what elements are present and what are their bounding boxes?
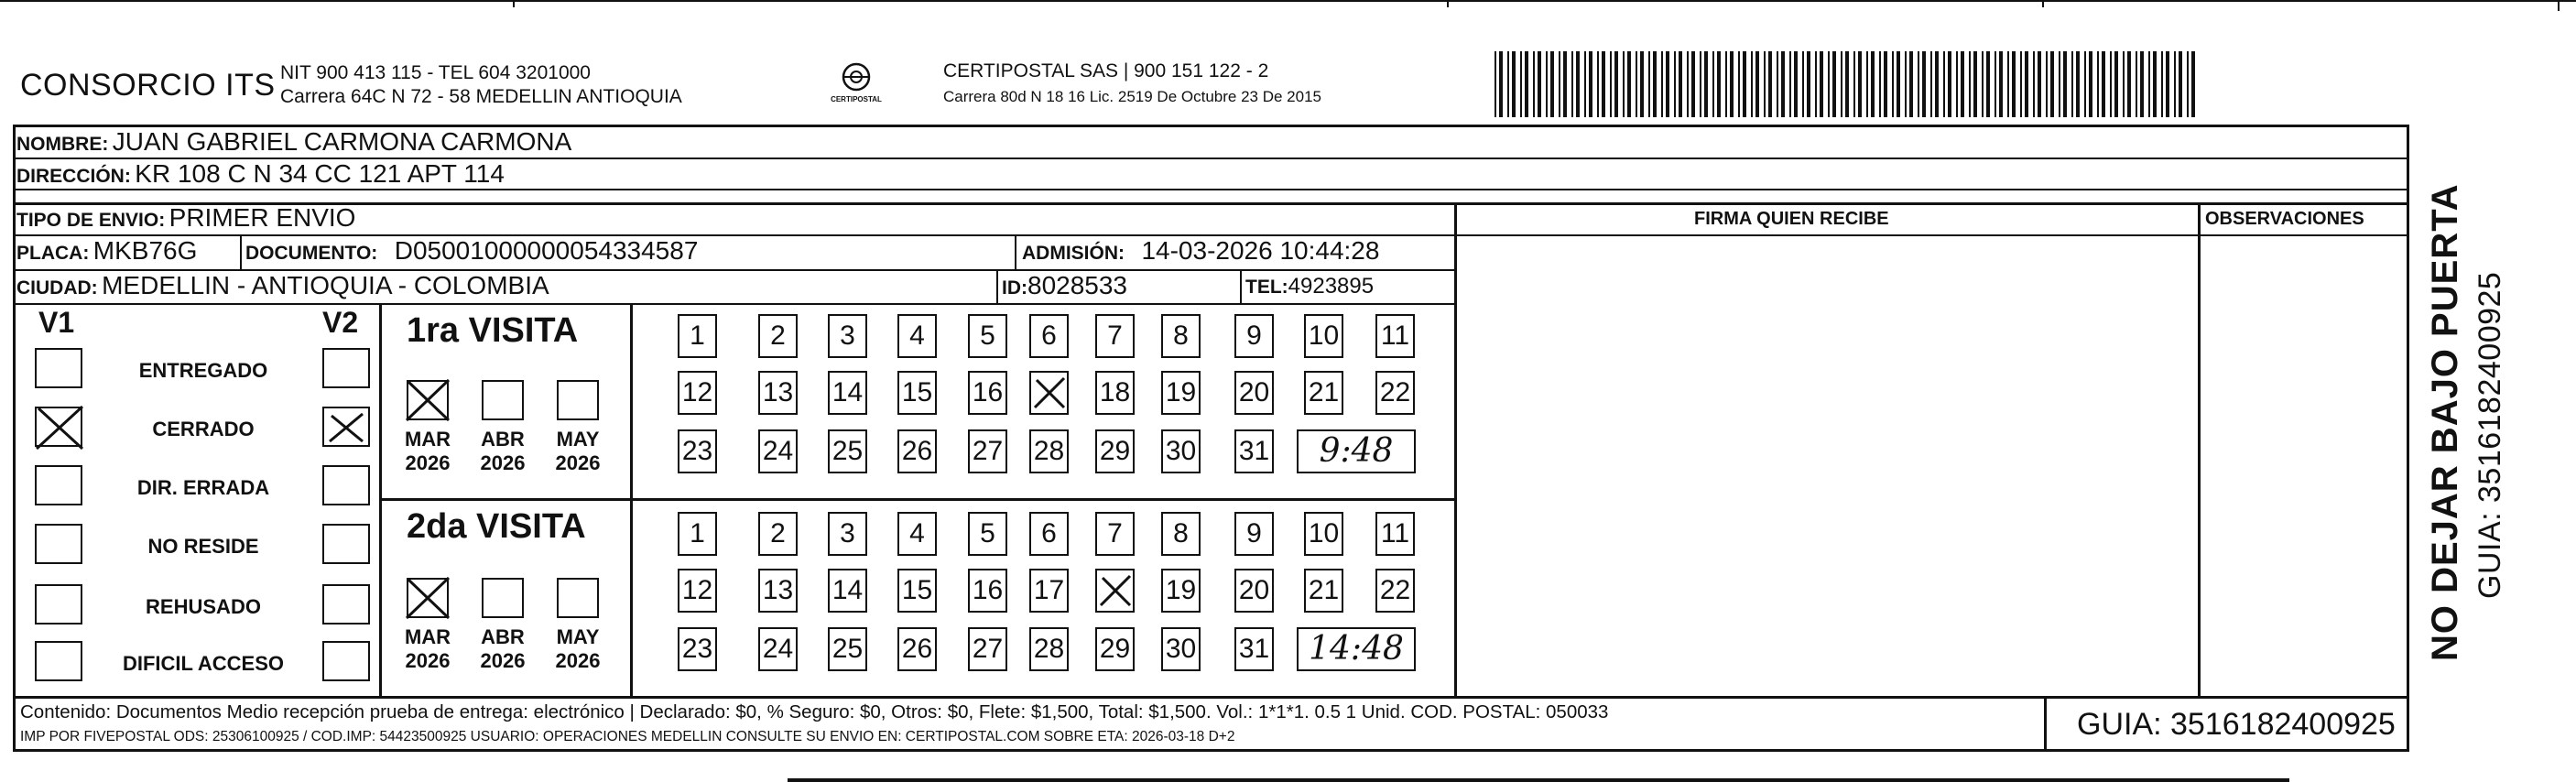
nombre-value: JUAN GABRIEL CARMONA CARMONA [112,127,572,156]
barcode-bar [2059,51,2060,117]
footer-divider [13,696,2409,699]
barcode-bar [1679,51,1682,117]
day-box[interactable]: 29 [1095,429,1135,473]
direccion-value: KR 108 C N 34 CC 121 APT 114 [135,159,505,188]
day-box[interactable]: 1 [678,512,717,556]
v1-checkbox[interactable] [35,524,82,564]
barcode-bar [1961,51,1964,117]
admision-row [1022,236,1379,266]
barcode-bar [2140,51,2144,117]
placa-row [16,236,197,266]
day-box[interactable]: 6 [1029,314,1069,358]
barcode-bar [2084,51,2086,117]
barcode-bar [1538,51,1541,117]
day-box[interactable]: 26 [897,429,937,473]
barcode-bar [2179,51,2182,117]
day-box[interactable]: 6 [1029,512,1069,556]
month-label: MAY [556,428,600,451]
top-tick [513,0,515,7]
direccion-label: DIRECCIÓN: [16,166,131,187]
barcode-bar [1866,51,1868,117]
day-box[interactable]: 20 [1234,569,1274,613]
barcode-bar [1897,51,1900,117]
observaciones-header: OBSERVACIONES [2205,209,2364,229]
barcode-bar [2127,51,2131,117]
barcode-bar [1969,51,1971,117]
day-box[interactable]: 18 [1095,371,1135,415]
day-box[interactable]: 27 [968,429,1007,473]
barcode-bar [1841,51,1842,117]
barcode-bar [1602,51,1605,117]
day-box[interactable]: 7 [1095,512,1135,556]
barcode-bar [1764,51,1766,117]
id-row [1002,271,1127,300]
cell-divider [996,269,998,303]
year-label: 2026 [555,649,601,672]
day-box[interactable]: 5 [968,512,1007,556]
day-box[interactable]: 24 [758,429,798,473]
day-box[interactable]: 25 [828,429,867,473]
year-label: 2026 [555,451,601,474]
day-box[interactable]: 30 [1161,429,1201,473]
day-box[interactable]: 26 [897,627,937,671]
day-box[interactable]: 25 [828,627,867,671]
barcode-bar [2161,51,2163,117]
barcode-bar [1512,51,1516,117]
day-box[interactable]: 8 [1161,314,1201,358]
barcode-bar [1828,51,1830,117]
day-box[interactable]: 8 [1161,512,1201,556]
day-box[interactable]: 14 [828,371,867,415]
barcode-bar [1700,51,1701,117]
barcode-bar [1730,51,1734,117]
ciudad-value: MEDELLIN - ANTIOQUIA - COLOMBIA [102,271,549,299]
day-box[interactable]: 13 [758,569,798,613]
barcode-bar [1918,51,1919,117]
day-box[interactable]: 14 [828,569,867,613]
logo-text: CERTIPOSTAL [831,95,882,103]
v2-check-mark [326,410,366,445]
v2-checkbox[interactable] [322,524,370,564]
barcode-bar [1499,51,1503,117]
barcode-bar [1627,51,1631,117]
barcode [1495,51,2200,117]
day-box[interactable]: 31 [1234,627,1274,671]
handwritten-time: 9:48 [1297,429,1416,473]
month-label: MAR [404,625,451,648]
barcode-bar [1661,51,1663,117]
barcode-bar [1986,51,1990,117]
footer-contenido: Contenido: Documentos Medio recepción prueba de entrega: electrónico | Declarado: $0, % Seguro: $0, Otros: $0, Flete: $1,500, Total: $1,500. Vol.: 1*1*1. 0.5 1 Unid. COD. POSTAL: 050033 [20,701,1609,722]
barcode-bar [1648,51,1650,117]
barcode-bar [1571,51,1573,117]
barcode-bar [1802,51,1804,117]
day-box[interactable]: 23 [678,627,717,671]
barcode-bar [2153,51,2157,117]
barcode-bar [2136,51,2137,117]
day-box[interactable]: 4 [897,512,937,556]
day-box[interactable]: 15 [897,569,937,613]
day-box[interactable]: 23 [678,429,717,473]
ciudad-row [16,271,549,300]
month-check-mark [403,376,452,424]
barcode-bar [1994,51,1996,117]
certipostal-logo [824,59,888,110]
barcode-bar [1666,51,1669,117]
barcode-bar [1623,51,1625,117]
day-box[interactable]: 10 [1304,314,1343,358]
barcode-bar [1794,51,1798,117]
month-checkbox[interactable] [482,578,524,618]
barcode-bar [1495,51,1496,117]
barcode-bar [1653,51,1657,117]
barcode-bar [1597,51,1599,117]
day-box[interactable]: 15 [897,371,937,415]
day-box[interactable]: 9 [1234,512,1274,556]
barcode-bar [2110,51,2112,117]
company-nit: NIT 900 413 115 - TEL 604 3201000 [280,62,591,83]
cell-divider [240,234,242,269]
month-label: MAR [404,428,451,451]
side-no-dejar: NO DEJAR BAJO PUERTA [2425,183,2465,661]
status-option-label: NO RESIDE [147,535,259,558]
barcode-bar [1956,51,1958,117]
day-box[interactable]: 28 [1029,627,1069,671]
barcode-bar [1982,51,1984,117]
barcode-bar [1922,51,1926,117]
day-box[interactable] [1029,371,1069,415]
barcode-bar [1533,51,1535,117]
barcode-bar [2007,51,2009,117]
day-box[interactable]: 7 [1095,314,1135,358]
barcode-bar [1687,51,1689,117]
barcode-bar [1610,51,1612,117]
barcode-bar [1636,51,1637,117]
day-box[interactable]: 10 [1304,512,1343,556]
barcode-bar [2050,51,2054,117]
day-box[interactable]: 3 [828,314,867,358]
day-box[interactable]: 13 [758,371,798,415]
row-divider [13,303,1454,305]
barcode-bar [2012,51,2016,117]
v2-checkbox[interactable] [322,641,370,681]
tipo-row [16,203,355,233]
day-box[interactable]: 11 [1375,314,1415,358]
tel-value: 4923895 [1288,274,1375,299]
barcode-bar [2114,51,2118,117]
visit-row-divider [379,498,1454,501]
tipo-label: TIPO DE ENVIO: [16,210,166,231]
bottom-edge-line [788,778,2289,782]
status-option-label: REHUSADO [146,595,261,618]
day-box[interactable]: 3 [828,512,867,556]
day-box[interactable]: 16 [968,569,1007,613]
day-box[interactable]: 9 [1234,314,1274,358]
barcode-bar [1853,51,1855,117]
barcode-bar [1845,51,1849,117]
day-box[interactable]: 21 [1304,569,1343,613]
barcode-bar [1879,51,1881,117]
barcode-bar [2089,51,2092,117]
side-guia: GUIA: 3516182400925 [2473,271,2507,599]
day-box[interactable] [1095,569,1135,613]
month-label: ABR [481,428,525,451]
month-checkbox[interactable] [482,380,524,420]
day-box[interactable]: 2 [758,512,798,556]
v1-checkbox[interactable] [35,584,82,625]
cell-divider [1240,269,1242,303]
barcode-bar [2191,51,2195,117]
documento-label: DOCUMENTO: [245,243,378,264]
v2-label: V2 [322,306,359,339]
day-box[interactable]: 19 [1161,569,1201,613]
v1-checkbox[interactable] [35,465,82,505]
barcode-bar [1999,51,2003,117]
barcode-bar [1576,51,1580,117]
barcode-bar [1738,51,1740,117]
day-box[interactable]: 22 [1375,371,1415,415]
v1-checkbox[interactable] [35,348,82,388]
barcode-bar [1935,51,1939,117]
barcode-bar [1712,51,1714,117]
day-box[interactable]: 28 [1029,429,1069,473]
barcode-bar [1892,51,1894,117]
barcode-bar [2033,51,2035,117]
day-box[interactable]: 11 [1375,512,1415,556]
barcode-bar [1973,51,1977,117]
day-box[interactable]: 22 [1375,569,1415,613]
day-box[interactable]: 16 [968,371,1007,415]
month-checkbox[interactable] [557,380,599,420]
barcode-bar [1559,51,1560,117]
day-box[interactable]: 12 [678,371,717,415]
tel-row [1245,274,1374,299]
barcode-bar [1751,51,1753,117]
day-box[interactable]: 24 [758,627,798,671]
footer-imp: IMP POR FIVEPOSTAL ODS: 25306100925 / COD.IMP: 54423500925 USUARIO: OPERACIONES MEDELLIN CONSULTE SU ENVIO EN: CERTIPOSTAL.COM SOBRE ETA: 2026-03-18 D+2 [20,729,1235,744]
direccion-row [16,159,505,189]
barcode-bar [1858,51,1862,117]
day-box[interactable]: 5 [968,314,1007,358]
documento-row [245,236,698,266]
top-tick [1447,0,1449,7]
barcode-bar [1815,51,1817,117]
barcode-bar [1584,51,1586,117]
day-box[interactable]: 17 [1029,569,1069,613]
barcode-bar [2046,51,2048,117]
year-label: 2026 [480,649,526,672]
documento-value: D05001000000054334587 [394,236,699,265]
carrier-name: CERTIPOSTAL SAS | 900 151 122 - 2 [943,60,1269,81]
col-header-divider [1454,234,2409,236]
barcode-bar [2123,51,2125,117]
barcode-bar [2097,51,2099,117]
barcode-bar [1743,51,1746,117]
year-label: 2026 [405,649,451,672]
row-divider [13,189,2409,190]
barcode-bar [2102,51,2105,117]
day-box[interactable]: 4 [897,314,937,358]
barcode-bar [2076,51,2080,117]
nombre-label: NOMBRE: [16,134,109,155]
barcode-bar [1507,51,1509,117]
placa-value: MKB76G [92,236,198,265]
top-tick [2042,0,2044,7]
barcode-bar [1789,51,1791,117]
barcode-bar [1777,51,1778,117]
barcode-bar [1550,51,1554,117]
visit2-title: 2da VISITA [407,507,586,546]
year-label: 2026 [405,451,451,474]
status-option-label: ENTREGADO [138,359,268,382]
barcode-bar [1781,51,1785,117]
day-box[interactable]: 31 [1234,429,1274,473]
footer-guia-divider [2044,696,2047,752]
barcode-bar [1807,51,1810,117]
month-label: MAY [556,625,600,648]
barcode-bar [1725,51,1727,117]
barcode-bar [1884,51,1887,117]
v1-label: V1 [38,306,75,339]
barcode-bar [1930,51,1932,117]
day-box[interactable]: 12 [678,569,717,613]
barcode-bar [1520,51,1522,117]
barcode-bar [1943,51,1945,117]
visit1-title: 1ra VISITA [407,311,579,350]
firma-header: FIRMA QUIEN RECIBE [1694,209,1889,229]
day-box[interactable]: 21 [1304,371,1343,415]
cell-divider [1015,234,1016,269]
barcode-bar [2166,51,2169,117]
barcode-bar [1691,51,1695,117]
barcode-bar [2174,51,2176,117]
day-box[interactable]: 1 [678,314,717,358]
barcode-bar [1546,51,1548,117]
barcode-bar [1948,51,1951,117]
barcode-bar [2025,51,2028,117]
barcode-bar [1614,51,1618,117]
month-check-mark [403,574,452,622]
v1-check-mark [33,403,86,452]
admision-value: 14-03-2026 10:44:28 [1141,236,1380,265]
col-divider [2198,202,2201,697]
barcode-bar [2071,51,2073,117]
barcode-bar [1704,51,1708,117]
barcode-bar [1909,51,1913,117]
barcode-bar [1768,51,1772,117]
tel-label: TEL: [1245,277,1288,298]
company-name: CONSORCIO ITS [20,68,276,103]
status-option-label: CERRADO [152,418,255,440]
v2-checkbox[interactable] [322,465,370,505]
status-option-label: DIR. ERRADA [136,476,270,499]
id-value: 8028533 [1027,271,1128,299]
top-tick [2558,0,2560,11]
v1-checkbox[interactable] [35,641,82,681]
v2-checkbox[interactable] [322,584,370,625]
ciudad-label: CIUDAD: [16,277,98,299]
day-box[interactable]: 19 [1161,371,1201,415]
form-frame [13,125,2409,752]
barcode-bar [2187,51,2189,117]
barcode-bar [1640,51,1644,117]
top-edge-line [0,0,2576,2]
handwritten-time: 14:48 [1297,627,1416,671]
month-checkbox[interactable] [557,578,599,618]
barcode-bar [2038,51,2041,117]
day-box[interactable]: 30 [1161,627,1201,671]
year-label: 2026 [480,451,526,474]
footer-guia: GUIA: 3516182400925 [2077,707,2396,742]
v2-checkbox[interactable] [322,348,370,388]
barcode-bar [1589,51,1592,117]
barcode-bar [1832,51,1836,117]
barcode-bar [2063,51,2067,117]
id-label: ID: [1002,277,1027,299]
day-box[interactable]: 29 [1095,627,1135,671]
barcode-bar [1755,51,1759,117]
company-address: Carrera 64C N 72 - 58 MEDELLIN ANTIOQUIA [280,86,682,107]
admision-label: ADMISIÓN: [1022,243,1125,264]
day-box[interactable]: 20 [1234,371,1274,415]
day-box[interactable]: 27 [968,627,1007,671]
barcode-bar [2148,51,2150,117]
barcode-bar [1525,51,1528,117]
barcode-bar [1717,51,1721,117]
barcode-bar [1563,51,1567,117]
barcode-bar [1820,51,1823,117]
day-box[interactable]: 2 [758,314,798,358]
barcode-bar [2020,51,2022,117]
col-divider [1454,202,1457,697]
row-divider [13,202,2409,205]
month-label: ABR [481,625,525,648]
nombre-row [16,127,571,157]
tipo-value: PRIMER ENVIO [168,203,356,232]
placa-label: PLACA: [16,243,90,264]
barcode-bar [1871,51,1875,117]
barcode-bar [1905,51,1907,117]
carrier-address: Carrera 80d N 18 16 Lic. 2519 De Octubre 23 De 2015 [943,88,1321,105]
status-option-label: DIFICIL ACCESO [122,652,284,675]
barcode-bar [1674,51,1676,117]
